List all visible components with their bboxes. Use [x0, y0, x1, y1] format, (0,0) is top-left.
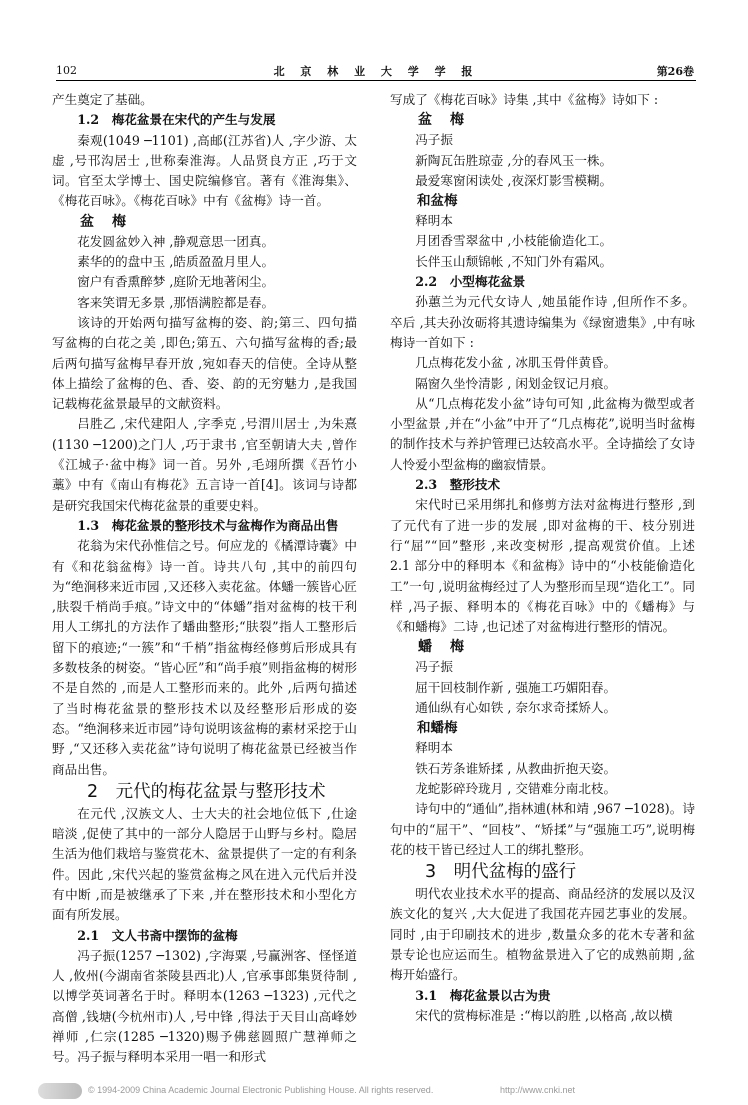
paragraph: 诗句中的“通仙”,指林逋(林和靖 ,967 ─1028)。诗句中的“屈干”、“回枝”、“矫揉”与“强施工巧”,说明梅花的枝干皆已经过人工的绑扎整形。	[390, 801, 695, 857]
section-heading-1-2: 1.2 梅花盆景在宋代的产生与发展	[77, 112, 276, 128]
section-heading-2-2: 2.2 小型梅花盆景	[415, 274, 526, 290]
copyright-notice: © 1994-2009 China Academic Journal Electronic Publishing House. All rights reserved.	[88, 1085, 434, 1095]
poem-line: 长伴玉山颓锦帐 ,不知门外有霜风。	[415, 253, 613, 269]
page-number: 102	[56, 64, 77, 77]
paragraph: 吕胜乙 ,宋代建阳人 ,字季克 ,号渭川居士 ,为朱熹(1130 ─1200)之门人 ,巧于隶书 ,官至朝请大夫 ,曾作《江城子·盆中梅》词一首。另外 ,毛翊所撰《吾竹小藁》中有《南山有梅花》五言诗一首[4]。该词与诗都是研究我国宋代梅花盆景的重要史料。	[52, 416, 357, 513]
poem-line: 月团香雪翠盆中 ,小枝能偷造化工。	[415, 233, 613, 249]
poem-title: 和蟠梅	[417, 720, 458, 737]
paragraph: 明代农业技术水平的提高、商品经济的发展以及汉族文化的复兴 ,大大促进了我国花卉园艺事业的发展。同时 ,由于印刷技术的进步 ,数量众多的花木专著和盆景专论也应运而生。植物盆景进入了它的成熟前期 ,盆梅开始盛行。	[390, 886, 695, 983]
paragraph: 孙蕙兰为元代女诗人 ,她虽能作诗 ,但所作不多。卒后 ,其夫孙汝砺将其遗诗编集为《绿窗遗集》,中有咏梅诗一首如下 :	[390, 294, 695, 350]
poem-line: 新陶瓦缶胜琼壶 ,分的春风玉一株。	[415, 152, 613, 168]
poem-line: 隔窗久坐怜清影 , 闲划金钗记月痕。	[415, 375, 617, 391]
section-heading-2-3: 2.3 整形技术	[415, 477, 501, 493]
poem-line: 素华的的盘中玉 ,皓质盈盈月里人。	[77, 254, 275, 270]
section-heading-3: 3 明代盆梅的盛行	[425, 862, 577, 883]
poem-line: 最爱寒窗闲读处 ,夜深灯影雪模糊。	[415, 172, 613, 188]
poem-line: 通仙纵有心如铁 , 奈尔求奇揉矫人。	[415, 700, 617, 716]
poem-line: 龙蛇影碎玲珑月 , 交错难分南北枝。	[415, 780, 617, 796]
poem-title: 盆梅	[418, 112, 482, 129]
poem-author: 释明本	[415, 213, 453, 229]
paragraph: 写成了《梅花百咏》诗集 ,其中《盆梅》诗如下 :	[390, 92, 659, 107]
footer-url: http://www.cnki.net	[500, 1085, 576, 1095]
poem-title: 蟠梅	[418, 639, 482, 656]
poem-line: 几点梅花发小盆 , 冰肌玉骨伴黄昏。	[415, 355, 617, 371]
poem-line: 窗户有香熏醉梦 ,庭阶无地著闲尘。	[77, 274, 275, 290]
paragraph: 产生奠定了基础。	[52, 92, 153, 107]
paragraph: 从“几点梅花发小盆”诗句可知 ,此盆梅为微型或者小型盆景 ,并在“小盆”中开了“几点梅花”,说明当时盆梅的制作技术与养护管理已达较高水平。全诗描绘了女诗人怜爱小型盆梅的幽寂情景。	[390, 395, 695, 472]
page-footer	[38, 1083, 718, 1101]
running-header	[56, 62, 696, 81]
publisher-logo-icon	[38, 1083, 82, 1099]
paragraph: 宋代时已采用绑扎和修剪方法对盆梅进行整形 ,到了元代有了进一步的发展 ,即对盆梅的干、枝分别进行“屈”“回”整形 ,来改变树形 ,提高观赏价值。上述 2.1 部分中的释明本《和盆梅》诗中的“小枝能偷造化工”一句 ,说明盆梅经过了人为整形而呈现“造化工”。同样 ,冯子振、释明本的《梅花百咏》中的《蟠梅》与《和蟠梅》二诗 ,也记述了对盆梅进行整形的情况。	[390, 497, 695, 635]
section-heading-2-1: 2.1 文人书斋中摆饰的盆梅	[77, 927, 238, 943]
paragraph: 在元代 ,汉族文人、士大夫的社会地位低下 ,仕途暗淡 ,促使了其中的一部分人隐居于山野与乡村。隐居生活为他们栽培与鉴赏花木、盆景提供了一定的有利条件。因此 ,宋代兴起的鉴赏盆梅之风在进入元代后并没有中断 ,而是被继承了下来 ,并在整形技术和小型化方面有所发展。	[52, 805, 357, 923]
paragraph: 宋代的赏梅标准是 :“梅以韵胜 ,以格高 ,故以横	[415, 1007, 673, 1023]
poem-line: 客来笑谓无多景 ,那悟满腔都是春。	[77, 294, 275, 310]
poem-line: 花发圆盆妙入神 ,静观意思一团真。	[77, 233, 275, 249]
paragraph: 花翁为宋代孙惟信之号。何应龙的《橘潭诗囊》中有《和花翁盆梅》诗一首。诗共八句 ,其中的前四句为“绝涧移来近市园 ,又还移入卖花盆。体蟠一簇皆心匠 ,肤裂千梢尚手痕。”诗文中的“体蟠”指对盆梅的枝干利用人工绑扎的方法作了蟠曲整形;“肤裂”指人工整形后留下的痕迹;“一簇”和“千梢”指盆梅经修剪后形成具有多数枝条的树姿。“皆心匠”和“尚手痕”则指盆梅的树形不是自然的 ,而是人工整形而来的。此外 ,后两句描述了当时梅花盆景的整形技术以及经整形后形成的姿态。“绝涧移来近市园”诗句说明该盆梅的素材采挖于山野 ,“又还移入卖花盆”诗句说明了梅花盆景已经被当作商品出售。	[52, 538, 357, 777]
poem-title: 和盆梅	[417, 193, 458, 210]
left-column	[52, 90, 357, 1068]
poem-author: 释明本	[415, 740, 453, 756]
poem-author: 冯子振	[415, 659, 453, 675]
poem-title: 盆梅	[80, 213, 144, 230]
section-heading-3-1: 3.1 梅花盆景以古为贵	[415, 987, 551, 1003]
section-heading-1-3: 1.3 梅花盆景的整形技术与盆梅作为商品出售	[77, 517, 339, 533]
paragraph: 冯子振(1257 ─1302) ,字海粟 ,号赢洲客、怪怪道人 ,攸州(今湖南省茶陵县西北)人 ,官承事郎集贤待制 ,以博学英词著名于时。释明本(1263 ─1323) ,元代之高僧 ,钱塘(今杭州市)人 ,号中锋 ,得法于天目山高峰妙禅师 ,仁宗(1285 ─1320)赐予佛慈圆照广慧禅师之号。冯子振与释明本采用一唱一和形式	[52, 947, 357, 1065]
paragraph: 秦观(1049 ─1101) ,高邮(江苏省)人 ,字少游、太虚 ,号邗沟居士 ,世称秦淮海。人品贤良方正 ,巧于文词。官至太学博士、国史院编修官。著有《淮海集》、《梅花百咏》。《梅花百咏》中有《盆梅》诗一首。	[52, 132, 357, 209]
right-column	[390, 90, 695, 1026]
poem-line: 铁石芳条谁矫揉 , 从教曲折抱天姿。	[415, 760, 617, 776]
poem-author: 冯子振	[415, 132, 453, 148]
volume-label: 第26卷	[656, 65, 694, 78]
paragraph: 该诗的开始两句描写盆梅的姿、韵;第三、四句描写盆梅的白花之美 ,即色;第五、六句描写盆梅的香;最后两句描写盆梅早春开放 ,宛如春天的信使。全诗从整体上描绘了盆梅的色、香、姿、韵的无穷魅力 ,是我国记载梅花盆景最早的文献资料。	[52, 314, 357, 412]
section-heading-2: 2 元代的梅花盆景与整形技术	[87, 781, 326, 802]
journal-title: 北 京 林 业 大 学 学 报	[273, 65, 479, 78]
poem-line: 屈干回枝制作新 , 强施工巧媚阳春。	[415, 679, 617, 695]
